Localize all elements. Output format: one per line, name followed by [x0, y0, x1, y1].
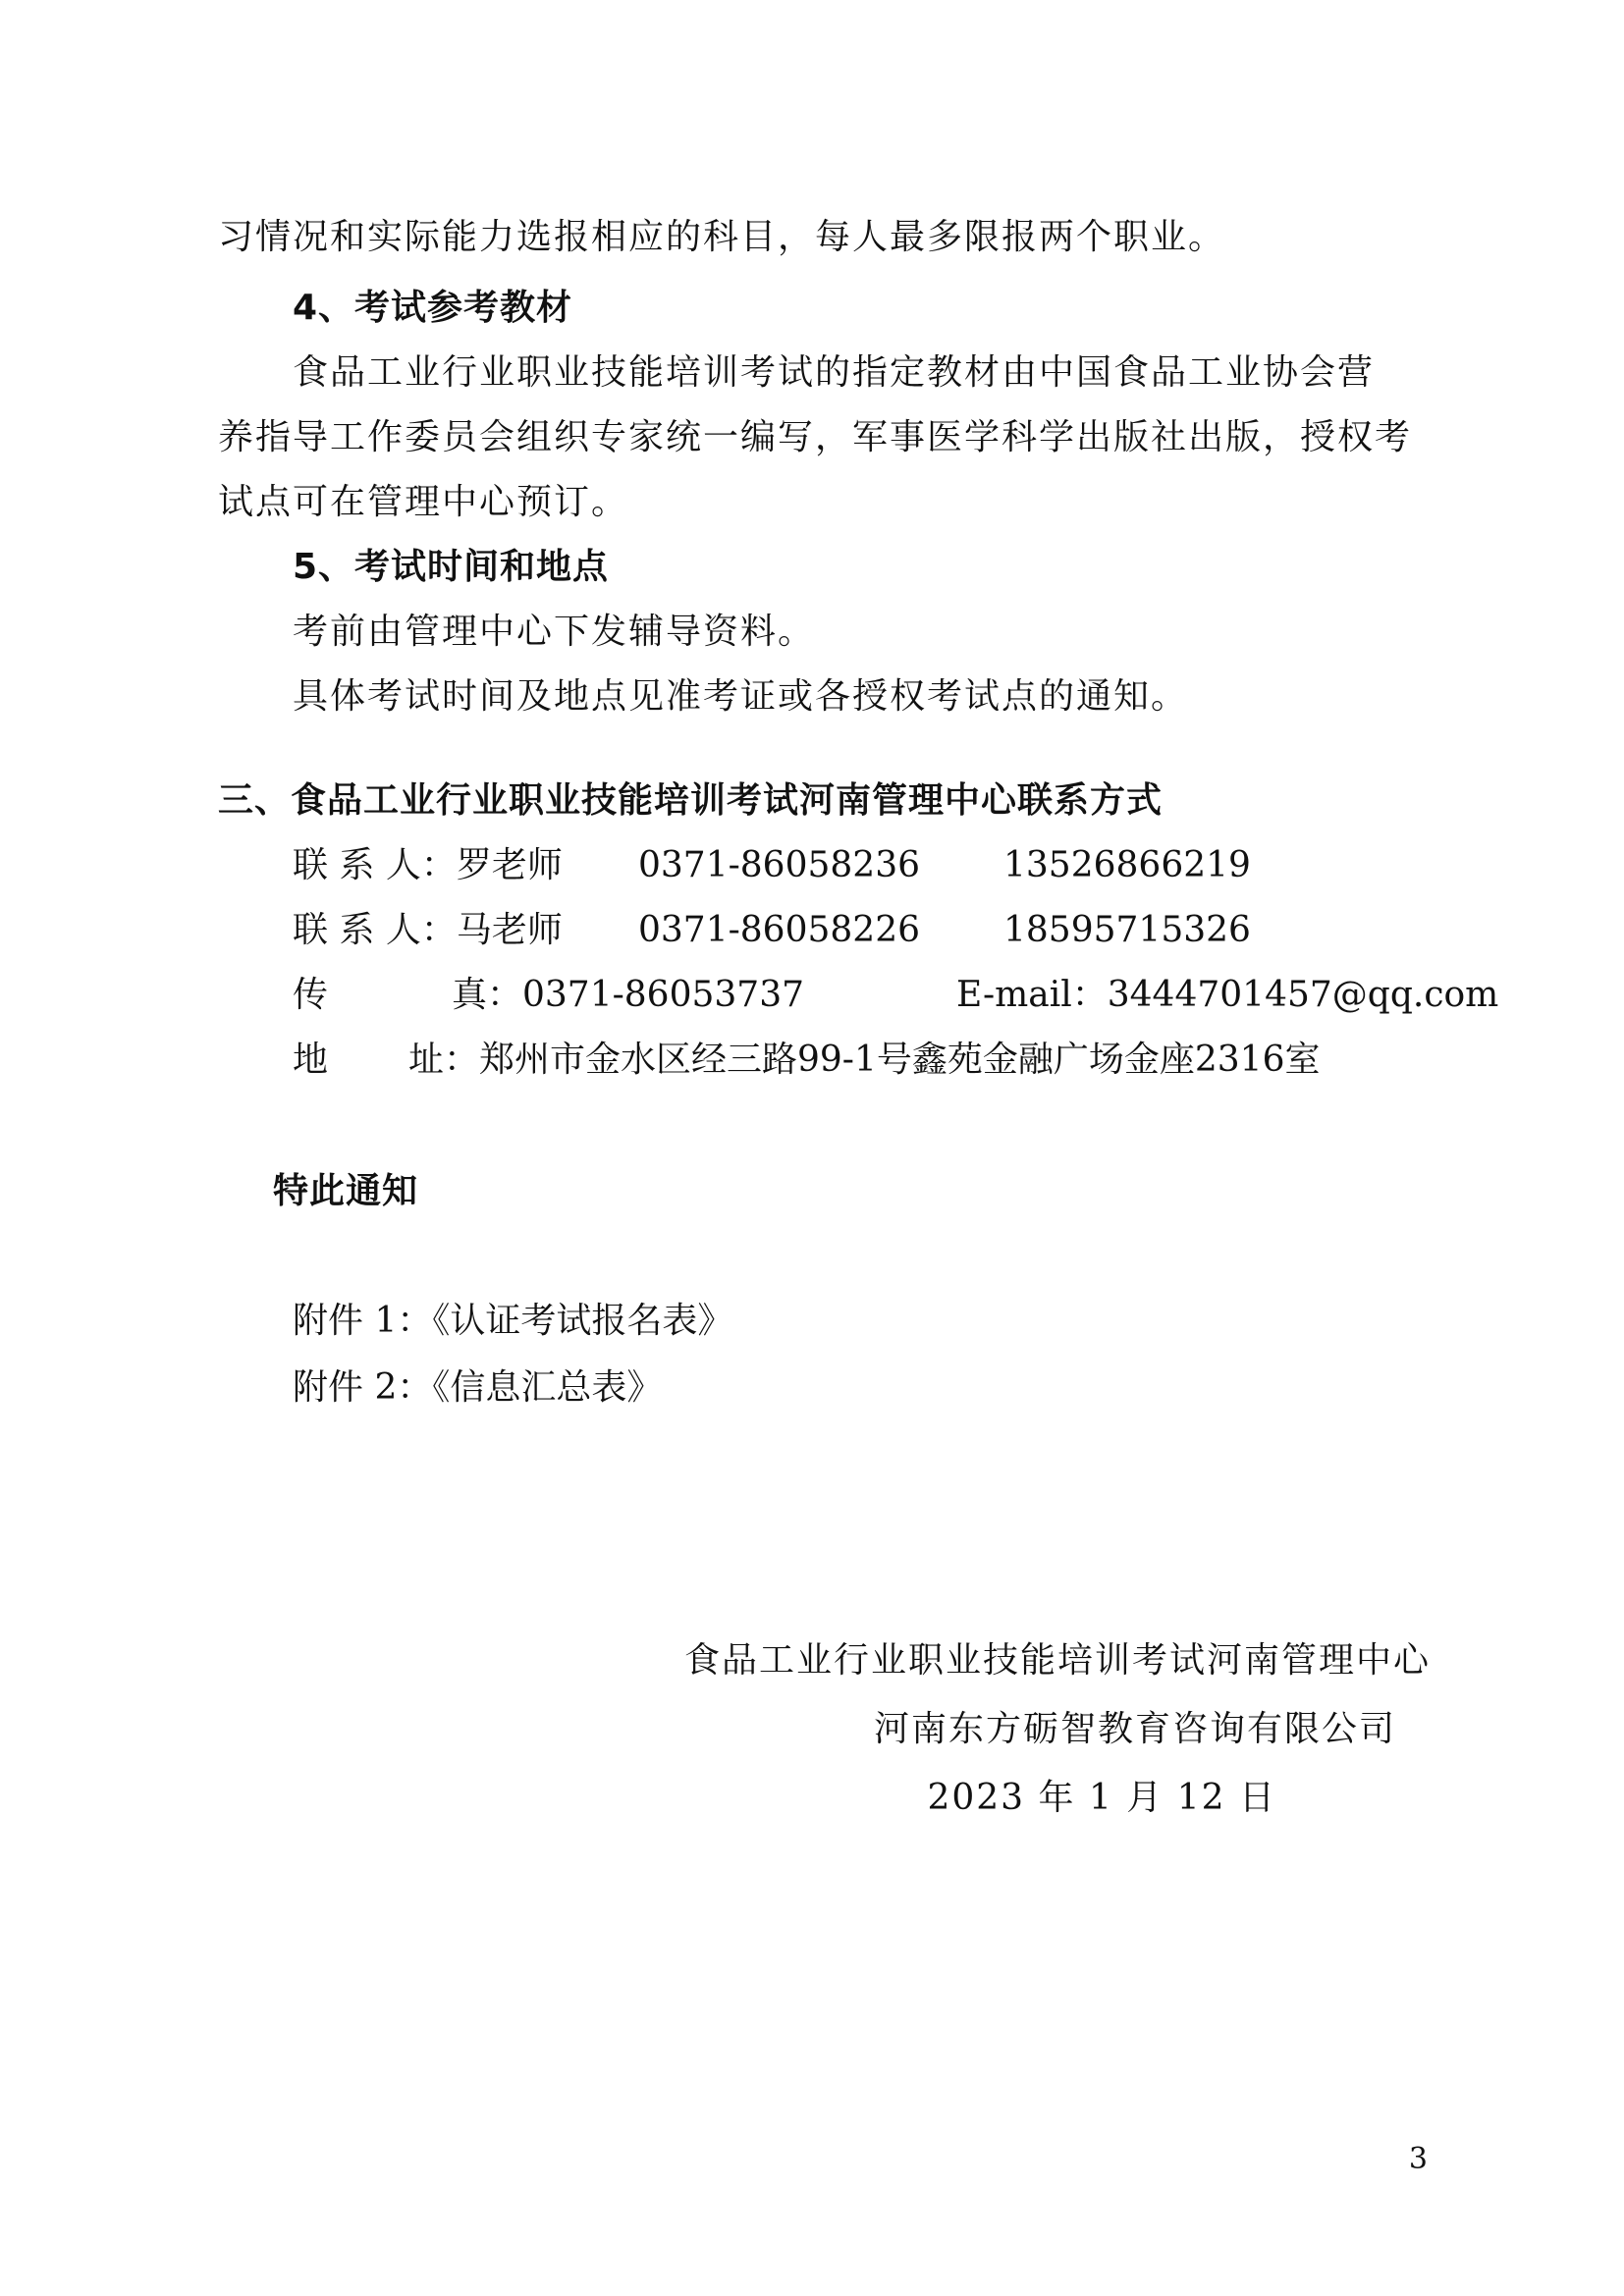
section-4-text-line-3: 试点可在管理中心预订。	[218, 482, 629, 522]
section-5-text-line-1: 考前由管理中心下发辅导资料。	[293, 612, 816, 652]
contact-mobile-ma: 18595715326	[1003, 910, 1251, 950]
page-number: 3	[1408, 2142, 1428, 2176]
attachment-2: 附件 2：《信息汇总表》	[293, 1367, 663, 1408]
fax-number: 真：0371-86053737	[452, 975, 805, 1015]
contact-mobile-luo: 13526866219	[1003, 845, 1251, 885]
section-5-heading: 5、考试时间和地点	[293, 547, 610, 587]
section-4-text-line-2: 养指导工作委员会组织专家统一编写，军事医学科学出版社出版，授权考	[218, 417, 1413, 457]
email-address: E-mail：3444701457@qq.com	[956, 975, 1499, 1015]
paragraph-continuation: 习情况和实际能力选报相应的科目，每人最多限报两个职业。	[218, 217, 1226, 257]
section-5-text-line-2: 具体考试时间及地点见准考证或各授权考试点的通知。	[293, 676, 1189, 717]
signature-date: 2023 年 1 月 12 日	[927, 1778, 1276, 1818]
fax-label: 传	[293, 975, 329, 1015]
section-4-text-line-1: 食品工业行业职业技能培训考试的指定教材由中国食品工业协会营	[293, 352, 1376, 393]
signature-org-1: 食品工业行业职业技能培训考试河南管理中心	[683, 1640, 1431, 1681]
section-4-heading: 4、考试参考教材	[293, 288, 573, 328]
address-text: 址：郑州市金水区经三路99-1号鑫苑金融广场金座2316室	[408, 1040, 1321, 1080]
contact-phone-luo: 0371-86058236	[638, 845, 921, 885]
contact-name-ma: 联 系 人：马老师	[293, 910, 563, 950]
signature-org-2: 河南东方砺智教育咨询有限公司	[873, 1709, 1396, 1749]
notice-closing: 特此通知	[273, 1171, 419, 1211]
contact-heading: 三、食品工业行业职业技能培训考试河南管理中心联系方式	[218, 780, 1164, 821]
contact-phone-ma: 0371-86058226	[638, 910, 921, 950]
contact-name-luo: 联 系 人：罗老师	[293, 845, 563, 885]
address-label: 地	[293, 1040, 329, 1080]
attachment-1: 附件 1：《认证考试报名表》	[293, 1301, 733, 1341]
